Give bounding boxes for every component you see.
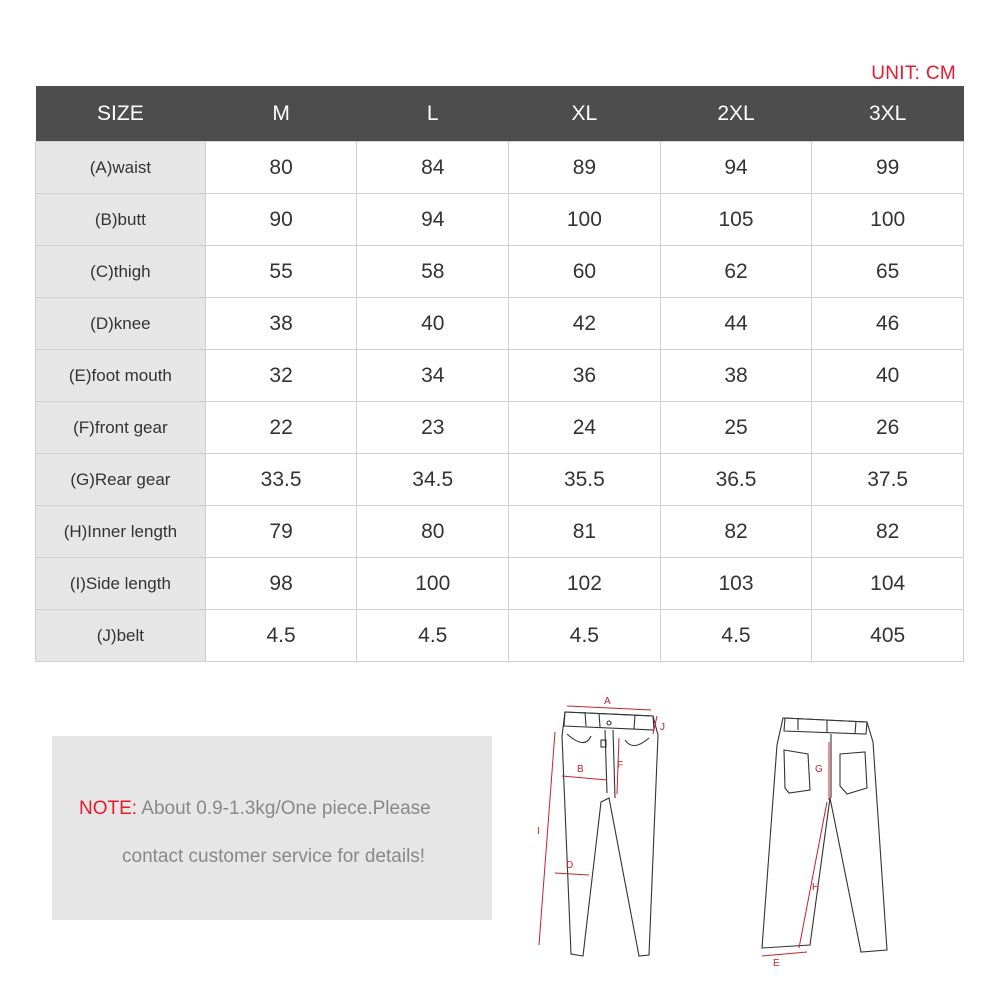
row-label: (J)belt <box>36 610 206 662</box>
foot-mouth-measure-line <box>762 952 807 956</box>
table-row <box>36 194 964 246</box>
table-row <box>36 402 964 454</box>
table-cell: 38 <box>660 350 812 402</box>
pants-diagram-svg <box>525 690 915 975</box>
pants-measurement-diagram <box>525 690 915 975</box>
table-cell: 24 <box>509 402 661 454</box>
table-cell: 4.5 <box>357 610 509 662</box>
header-3xl: 3XL <box>812 86 964 142</box>
header-l: L <box>357 86 509 142</box>
table-cell: 103 <box>660 558 812 610</box>
table-cell: 104 <box>812 558 964 610</box>
table-cell: 98 <box>205 558 357 610</box>
table-cell: 42 <box>509 298 661 350</box>
table-cell: 100 <box>509 194 661 246</box>
label-g: G <box>815 764 823 775</box>
back-pants-outline <box>762 718 887 952</box>
table-cell: 46 <box>812 298 964 350</box>
note-box <box>52 736 492 920</box>
label-h: H <box>812 882 820 893</box>
note-line-2: contact customer service for details! <box>122 846 426 867</box>
side-length-measure-line <box>539 732 555 945</box>
butt-measure-line <box>562 776 607 780</box>
table-cell: 405 <box>812 610 964 662</box>
table-cell: 100 <box>357 558 509 610</box>
table-header-row <box>36 86 964 142</box>
table-cell: 82 <box>660 506 812 558</box>
header-xl: XL <box>509 86 661 142</box>
table-cell: 79 <box>205 506 357 558</box>
table-row <box>36 506 964 558</box>
header-m: M <box>205 86 357 142</box>
table-row <box>36 558 964 610</box>
table-cell: 25 <box>660 402 812 454</box>
label-e: E <box>773 958 780 969</box>
table-cell: 35.5 <box>509 454 661 506</box>
note-keyword: NOTE: <box>79 798 138 819</box>
table-cell: 44 <box>660 298 812 350</box>
table-cell: 82 <box>812 506 964 558</box>
row-label: (G)Rear gear <box>36 454 206 506</box>
table-cell: 4.5 <box>205 610 357 662</box>
table-cell: 58 <box>357 246 509 298</box>
table-cell: 89 <box>509 142 661 194</box>
row-label: (C)thigh <box>36 246 206 298</box>
table-cell: 80 <box>205 142 357 194</box>
table-cell: 40 <box>812 350 964 402</box>
table-cell: 37.5 <box>812 454 964 506</box>
table-cell: 4.5 <box>660 610 812 662</box>
knee-measure-line <box>555 873 589 875</box>
table-row <box>36 454 964 506</box>
table-cell: 99 <box>812 142 964 194</box>
table-cell: 36.5 <box>660 454 812 506</box>
table-cell: 23 <box>357 402 509 454</box>
unit-label: UNIT: CM <box>871 63 956 84</box>
table-cell: 84 <box>357 142 509 194</box>
row-label: (I)Side length <box>36 558 206 610</box>
table-row <box>36 350 964 402</box>
table-cell: 90 <box>205 194 357 246</box>
table-cell: 65 <box>812 246 964 298</box>
row-label: (F)front gear <box>36 402 206 454</box>
table-row <box>36 246 964 298</box>
label-j: J <box>660 722 665 733</box>
row-label: (E)foot mouth <box>36 350 206 402</box>
table-cell: 32 <box>205 350 357 402</box>
table-cell: 36 <box>509 350 661 402</box>
table-cell: 94 <box>357 194 509 246</box>
front-pants-outline <box>562 712 658 956</box>
table-cell: 105 <box>660 194 812 246</box>
label-d: D <box>566 860 574 871</box>
table-cell: 33.5 <box>205 454 357 506</box>
row-label: (B)butt <box>36 194 206 246</box>
table-cell: 81 <box>509 506 661 558</box>
label-f: F <box>617 760 624 771</box>
row-label: (H)Inner length <box>36 506 206 558</box>
label-b: B <box>577 764 584 775</box>
table-cell: 26 <box>812 402 964 454</box>
table-cell: 94 <box>660 142 812 194</box>
table-cell: 62 <box>660 246 812 298</box>
table-row <box>36 610 964 662</box>
table-cell: 102 <box>509 558 661 610</box>
table-row <box>36 298 964 350</box>
measurement-lines <box>539 706 829 956</box>
table-cell: 100 <box>812 194 964 246</box>
label-i: I <box>537 826 540 837</box>
table-cell: 55 <box>205 246 357 298</box>
row-label: (D)knee <box>36 298 206 350</box>
table-cell: 34.5 <box>357 454 509 506</box>
label-a: A <box>604 696 611 707</box>
table-row <box>36 142 964 194</box>
table-cell: 60 <box>509 246 661 298</box>
table-cell: 34 <box>357 350 509 402</box>
table-cell: 38 <box>205 298 357 350</box>
measurement-labels <box>537 696 823 969</box>
table-cell: 80 <box>357 506 509 558</box>
header-2xl: 2XL <box>660 86 812 142</box>
size-table <box>35 86 964 662</box>
table-cell: 4.5 <box>509 610 661 662</box>
header-size: SIZE <box>36 86 206 142</box>
table-cell: 40 <box>357 298 509 350</box>
row-label: (A)waist <box>36 142 206 194</box>
table-cell: 22 <box>205 402 357 454</box>
note-line-1: About 0.9-1.3kg/One piece.Please <box>137 798 431 819</box>
